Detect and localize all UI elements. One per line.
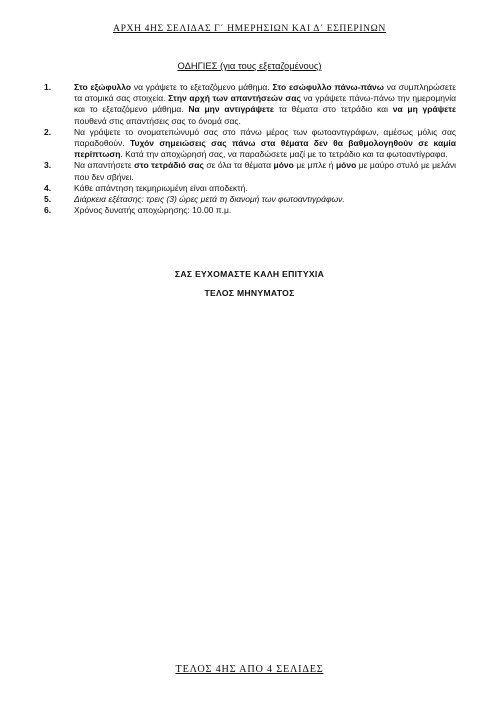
instruction-text-segment: μόνο bbox=[273, 160, 294, 171]
instruction-text-segment: . Κατά την αποχώρησή σας, να παραδώσετε μαζί με το τετράδιο και τα φωτοαντίγραφα. bbox=[120, 149, 448, 160]
instruction-item bbox=[34, 160, 456, 182]
instruction-text-segment: Να γράψετε το ονοματεπώνυμό σας στο πάνω μέρος των φωτοαντιγράφων, αμέσως μόλις σας παραδοθούν. bbox=[74, 126, 456, 149]
instruction-number: 5. bbox=[44, 194, 52, 205]
instruction-text bbox=[74, 205, 456, 216]
page-header: ΑΡΧΗ 4ΗΣ ΣΕΛΙΔΑΣ Γ΄ ΗΜΕΡΗΣΙΩΝ ΚΑΙ Δ΄ ΕΣΠΕΡΙΝΩΝ bbox=[113, 23, 386, 34]
instruction-text-segment: Τυχόν σημειώσεις σας πάνω στα θέματα δεν θα βαθμολογηθούν σε καμία περίπτωση bbox=[74, 138, 456, 160]
instruction-text-segment: μόνο bbox=[335, 160, 357, 171]
instructions-list bbox=[34, 82, 456, 216]
instruction-text-segment: Χρόνος δυνατής αποχώρησης: 10.00 π.μ. bbox=[74, 205, 232, 216]
instruction-text bbox=[74, 160, 456, 182]
good-luck-message: ΣΑΣ ΕΥΧΟΜΑΣΤΕ ΚΑΛΗ ΕΠΙΤΥΧΙΑ bbox=[174, 269, 325, 279]
instruction-text-segment: Να απαντήσετε bbox=[74, 160, 135, 171]
instruction-text-segment: Να μην αντιγράψετε bbox=[188, 104, 274, 115]
instruction-text-segment: Κάθε απάντηση τεκμηριωμένη είναι αποδεκτή. bbox=[74, 182, 248, 193]
instruction-text-segment: πουθενά στις απαντήσεις σας το όνομά σας. bbox=[74, 115, 241, 126]
instruction-number: 2. bbox=[44, 126, 52, 137]
instruction-item bbox=[34, 205, 456, 216]
instruction-number: 1. bbox=[44, 82, 52, 92]
instruction-text-segment: να συμπληρώσετε τα ατομικά σας στοιχεία. bbox=[74, 82, 456, 104]
instruction-text-segment: Διάρκεια εξέτασης: τρεις (3) ώρες μετά τη διανομή των φωτοαντιγράφων. bbox=[74, 194, 345, 205]
instruction-number: 4. bbox=[44, 182, 52, 193]
instruction-item bbox=[34, 194, 456, 205]
instruction-text-segment: να μη γράψετε bbox=[392, 104, 457, 115]
instruction-number: 3. bbox=[44, 160, 52, 171]
instruction-text-segment: σε όλα τα θέματα bbox=[203, 160, 274, 171]
instruction-number: 6. bbox=[44, 205, 52, 216]
instruction-text bbox=[74, 82, 456, 127]
instruction-text-segment: με μπλε ή bbox=[293, 160, 336, 171]
instruction-item bbox=[34, 183, 456, 194]
instruction-text-segment: να γράψετε το εξεταζόμενο μάθημα. bbox=[131, 82, 273, 92]
instruction-text-segment: στο τετράδιό σας bbox=[134, 160, 204, 171]
instruction-text bbox=[74, 183, 456, 194]
instruction-item bbox=[34, 82, 456, 127]
instruction-text-segment: Στην αρχή των απαντήσεών σας bbox=[168, 93, 301, 104]
instruction-text-segment: να γράψετε πάνω-πάνω την ημερομηνία και το εξεταζόμενο μάθημα. bbox=[74, 93, 456, 115]
instruction-text-segment: τα θέματα στο τετράδιο και bbox=[273, 104, 393, 115]
instruction-text-segment: Στο εσώφυλλο πάνω-πάνω bbox=[272, 82, 384, 92]
instruction-text bbox=[74, 194, 456, 205]
page-footer: ΤΕΛΟΣ 4ΗΣ ΑΠΟ 4 ΣΕΛΙΔΕΣ bbox=[175, 664, 324, 675]
instruction-item bbox=[34, 127, 456, 161]
instruction-text bbox=[74, 127, 456, 161]
instruction-text-segment: με μαύρο στυλό με μελάνι που δεν σβήνει. bbox=[74, 160, 457, 182]
end-of-message: ΤΕΛΟΣ ΜΗΝΥΜΑΤΟΣ bbox=[204, 288, 295, 298]
instructions-title: ΟΔΗΓΙΕΣ (για τους εξεταζομένους) bbox=[177, 60, 322, 71]
instruction-text-segment: Στο εξώφυλλο bbox=[74, 82, 132, 92]
